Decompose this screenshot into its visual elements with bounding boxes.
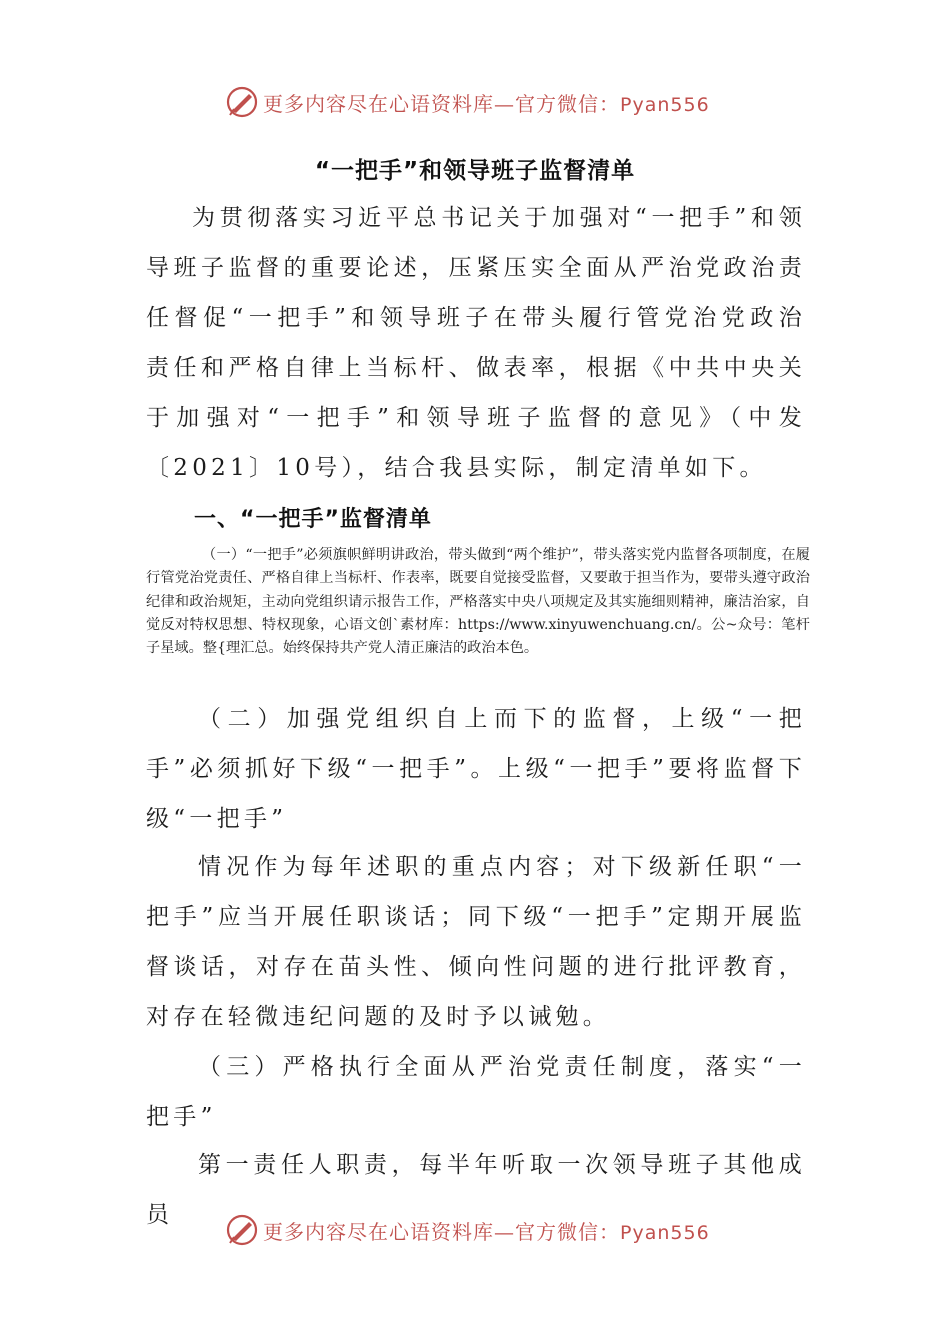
quill-logo-icon	[225, 1213, 259, 1247]
banner-separator: —	[494, 91, 515, 116]
intro-paragraph: 为贯彻落实习近平总书记关于加强对“一把手”和领导班子监督的重要论述，压紧压实全面从严治党政治责任督促“一把手”和领导班子在带头履行管党治党政治责任和严格自律上当标杆、做表率，根据《中共中央关于加强对“一把手”和领导班子监督的意见》（中发〔2021〕10号），结合我县实际，制定清单如下。	[146, 205, 806, 481]
banner-text	[263, 88, 710, 117]
banner-separator: —	[494, 1219, 515, 1244]
item-2-paragraph-b: 情况作为每年述职的重点内容；对下级新任职“一把手”应当开展任职谈话；同下级“一把手”定期开展监督谈话，对存在苗头性、倾向性问题的进行批评教育，对存在轻微违纪问题的及时予以诫勉。	[146, 854, 806, 1030]
quill-logo-icon	[225, 85, 259, 119]
item-2-paragraph-a: （二）加强党组织自上而下的监督，上级“一把手”必须抓好下级“一把手”。上级“一把手”要将监督下级“一把手”	[146, 706, 806, 832]
banner-text	[263, 1216, 710, 1245]
header-banner	[225, 82, 725, 122]
banner-account-label: 官方微信：	[515, 91, 620, 116]
banner-slogan: 更多内容尽在心语资料库	[263, 1219, 494, 1244]
section-heading: 一、“一把手”监督清单	[194, 507, 432, 532]
item-1-paragraph: （一）“一把手”必须旗帜鲜明讲政治，带头做到“两个维护”，带头落实党内监督各项制度，在履行管党治党责任、严格自律上当标杆、作表率，既要自觉接受监督，又要敢于担当作为，要带头遵守政治纪律和政治规矩，主动向党组织请示报告工作，严格落实中央八项规定及其实施细则精神，廉洁治家，自觉反对特权思想、特权现象，心语文创`素材库：https://www.xinyuwenchuang.cn/。公~众号：笔杆子星域。整{理汇总。始终保持共产党人清正廉洁的政治本色。	[146, 547, 810, 657]
page-title: “一把手”和领导班子监督清单	[314, 158, 636, 184]
item-3-paragraph-a: （三）严格执行全面从严治党责任制度，落实“一把手”	[146, 1054, 806, 1130]
banner-account-id: Pyan556	[620, 1221, 710, 1244]
banner-account-label: 官方微信：	[515, 1219, 620, 1244]
banner-account-id: Pyan556	[620, 93, 710, 116]
item-3-paragraph-b: 第一责任人职责，每半年听取一次领导班子其他成员	[146, 1152, 806, 1228]
footer-banner	[225, 1210, 725, 1250]
banner-slogan: 更多内容尽在心语资料库	[263, 91, 494, 116]
